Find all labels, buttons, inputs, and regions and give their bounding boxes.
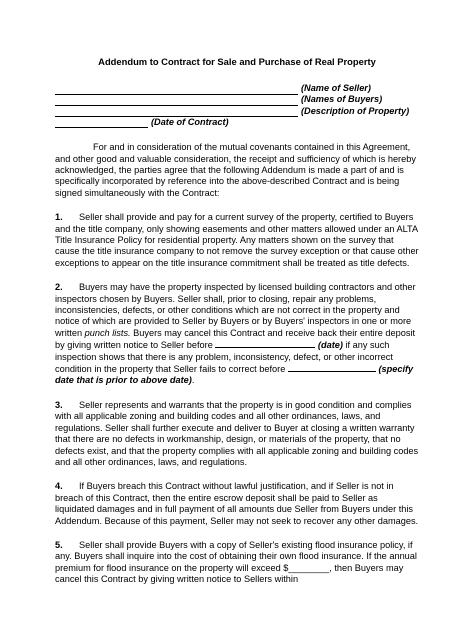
specify-date-label: (specify date that is prior to above date) [55, 364, 414, 386]
seller-name-label: (Name of Seller) [301, 83, 371, 94]
clause-text: . [191, 375, 195, 386]
clause-text: If Buyers breach this Contract without lawful justification, and if Seller is not in breach of this Contract, then the entire escrow deposit shall be paid to Seller as liquidated damages and in full payment of all amounts due Seller from Buyers under this Addendum. Because of this payment, Seller may not seek to recover any other damages. [55, 481, 419, 526]
clause-text: Buyers may cancel this Contract and receive back their entire deposit by giving written notice to Seller before [55, 327, 416, 351]
inspection-deadline-blank[interactable] [215, 339, 315, 348]
property-description-label: (Description of Property) [301, 105, 410, 116]
clause-2 [55, 282, 419, 387]
clause-text: Buyers may have the property inspected by licensed building contractors and other inspectors chosen by Buyers. Seller shall, prior to closing, repair any problems, inconsistencies, defects, or other conditions which are not correct in the property and notice of which are provided to Seller by Buyers or by Buyers' inspectors in one or more written [55, 282, 416, 338]
clause-text: Seller shall provide Buyers with a copy of Seller's existing flood insurance policy, if any. Buyers shall inquire into the cost of obtaining their own flood insurance. If the annual premium for flood insurance on the property will exceed $________, then Buyers may cancel this Contract by giving written notice to Sellers within [55, 539, 417, 585]
clause-number: 5. [55, 539, 63, 550]
contract-date-blank[interactable] [55, 118, 148, 128]
document-title: Addendum to Contract for Sale and Purchase of Real Property [98, 56, 376, 67]
buyers-names-label: (Names of Buyers) [301, 94, 383, 105]
buyers-names-field[interactable] [55, 95, 419, 106]
seller-name-blank[interactable] [55, 85, 298, 95]
clause-5 [55, 540, 419, 586]
seller-name-field[interactable] [55, 83, 419, 94]
clause-text: Seller represents and warrants that the property is in good condition and complies with all applicable zoning and building codes and all other ordinances, laws, and regulations. Seller shall further execute and deliver to Buyer at closing a written warranty that there are no defects in workmanship, design, or materials of the property, that no defects exist, and that the property complies with all applicable zoning and building codes and all other ordinances, laws, and regulations. [55, 399, 419, 467]
clause-number: 1. [55, 212, 63, 223]
correction-deadline-blank[interactable] [288, 363, 376, 372]
intro-paragraph: For and in consideration of the mutual covenants contained in this Agreement, and other good and valuable consideration, the receipt and sufficiency of which is hereby acknowledged, the parties agree that the following Addendum is made a part of and is specifically incorporated by reference into the above-described Contract and is being signed simultaneously with the Contract: [55, 142, 416, 198]
buyers-names-blank[interactable] [55, 96, 298, 106]
clause-4 [55, 481, 419, 527]
punch-lists-term: punch lists. [84, 327, 131, 338]
clause-number: 3. [55, 399, 63, 410]
clause-number: 2. [55, 282, 63, 293]
clause-1 [55, 212, 419, 269]
clause-text: if any such inspection shows that there is any problem, inconsistency, defect, or other incorrect condition in the property that Seller fails to correct before [55, 340, 393, 375]
contract-date-field[interactable] [55, 117, 419, 128]
property-description-field[interactable] [55, 106, 419, 117]
date-label: (date) [317, 340, 343, 351]
clause-number: 4. [55, 481, 63, 492]
property-description-blank[interactable] [55, 107, 298, 117]
clause-text: Seller shall provide and pay for a current survey of the property, certified to Buyers and the title company, only showing easements and other matters allowed under an ALTA Title Insurance Policy for residential property. Any matters shown on the survey that cause the title insurance company to not remove the survey exception or that cause other exceptions to appear on the title insurance commitment shall be treated as title defects. [55, 212, 419, 268]
clause-3 [55, 400, 419, 468]
contract-date-label: (Date of Contract) [151, 116, 229, 127]
